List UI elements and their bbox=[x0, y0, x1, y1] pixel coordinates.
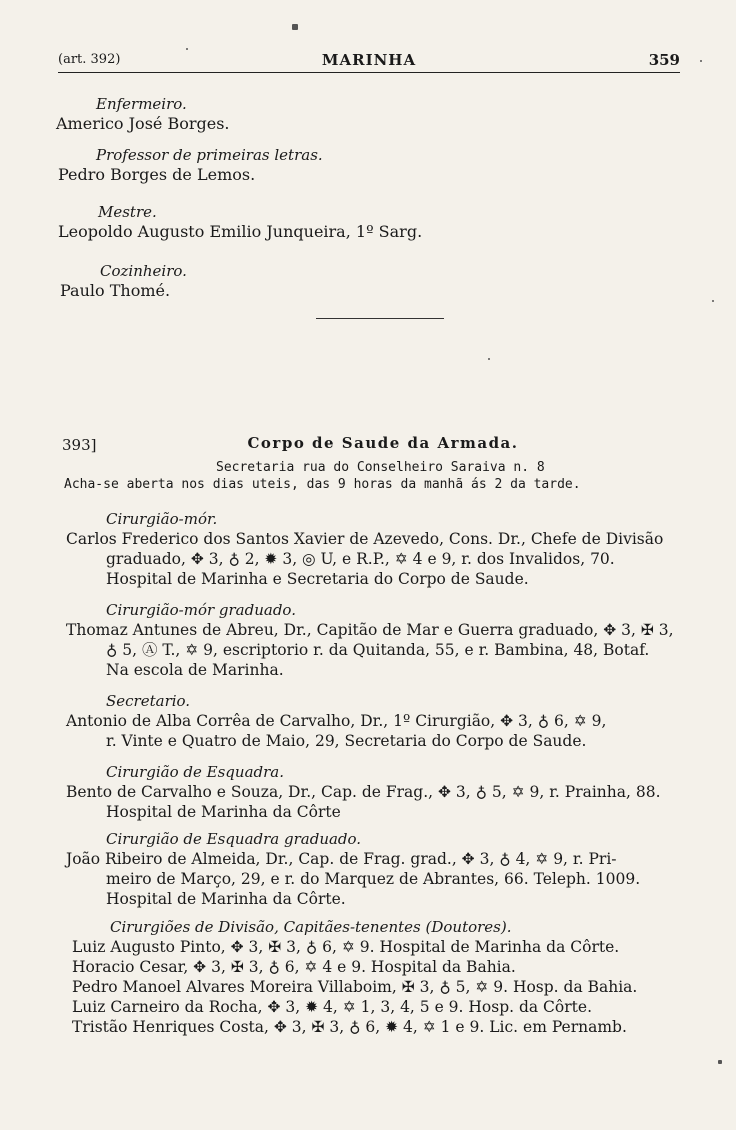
entry-line: Carlos Frederico dos Santos Xavier de Azevedo, Cons. Dr., Chefe de Divisão bbox=[66, 530, 664, 548]
entry-line: João Ribeiro de Almeida, Dr., Cap. de Frag. grad., ✥ 3, ♁ 4, ✡ 9, r. Pri- bbox=[66, 850, 617, 868]
entry-line: Luiz Carneiro da Rocha, ✥ 3, ✹ 4, ✡ 1, 3, 4, 5 e 9. Hosp. da Côrte. bbox=[72, 998, 592, 1016]
scan-speck bbox=[488, 358, 490, 360]
scan-speck bbox=[186, 48, 188, 50]
entry-role-cirurgiao-esquadra: Cirurgião de Esquadra. bbox=[106, 763, 285, 781]
entry-line: Bento de Carvalho e Souza, Dr., Cap. de Frag., ✥ 3, ♁ 5, ✡ 9, r. Prainha, 88. bbox=[66, 783, 661, 801]
staff-name-1: Americo José Borges. bbox=[56, 114, 230, 133]
entry-line: Na escola de Marinha. bbox=[106, 661, 284, 679]
staff-role-4: Cozinheiro. bbox=[100, 262, 187, 280]
entry-role-cirurgioes-divisao: Cirurgiões de Divisão, Capitães-tenentes (Doutores). bbox=[110, 918, 512, 936]
entry-line: Hospital de Marinha e Secretaria do Corpo de Saude. bbox=[106, 570, 529, 588]
article-reference: (art. 392) bbox=[58, 52, 121, 67]
section-divider bbox=[316, 318, 444, 319]
entry-role-cirurgiao-mor: Cirurgião-mór. bbox=[106, 510, 218, 528]
entry-line: graduado, ✥ 3, ♁ 2, ✹ 3, ◎ U, e R.P., ✡ 4 e 9, r. dos Invalidos, 70. bbox=[106, 550, 615, 568]
entry-role-cirurgiao-mor-graduado: Cirurgião-mór graduado. bbox=[106, 601, 296, 619]
scan-speck bbox=[712, 300, 714, 302]
scan-speck bbox=[292, 24, 298, 30]
section-address: Secretaria rua do Conselheiro Saraiva n. 8 bbox=[216, 460, 545, 475]
section-title: Corpo de Saude da Armada. bbox=[247, 434, 519, 452]
section-hours: Acha-se aberta nos dias uteis, das 9 horas da manhã ás 2 da tarde. bbox=[64, 477, 581, 492]
entry-line: Thomaz Antunes de Abreu, Dr., Capitão de Mar e Guerra graduado, ✥ 3, ✠ 3, bbox=[66, 621, 674, 639]
staff-name-2: Pedro Borges de Lemos. bbox=[58, 165, 256, 184]
scan-speck bbox=[700, 60, 702, 62]
entry-line: Pedro Manoel Alvares Moreira Villaboim, ✠ 3, ♁ 5, ✡ 9. Hosp. da Bahia. bbox=[72, 978, 638, 996]
page-number: 359 bbox=[648, 51, 680, 69]
entry-line: ♁ 5, Ⓐ T., ✡ 9, escriptorio r. da Quitanda, 55, e r. Bambina, 48, Botaf. bbox=[106, 641, 650, 659]
scan-speck bbox=[718, 1060, 722, 1064]
staff-role-2: Professor de primeiras letras. bbox=[96, 146, 323, 164]
page-running-title: MARINHA bbox=[321, 51, 417, 69]
entry-line: Antonio de Alba Corrêa de Carvalho, Dr., 1º Cirurgião, ✥ 3, ♁ 6, ✡ 9, bbox=[66, 712, 607, 730]
entry-line: Horacio Cesar, ✥ 3, ✠ 3, ♁ 6, ✡ 4 e 9. Hospital da Bahia. bbox=[72, 958, 516, 976]
staff-role-1: Enfermeiro. bbox=[96, 95, 187, 113]
page-header bbox=[58, 50, 680, 73]
entry-line: meiro de Março, 29, e r. do Marquez de Abrantes, 66. Teleph. 1009. bbox=[106, 870, 641, 888]
staff-name-3: Leopoldo Augusto Emilio Junqueira, 1º Sarg. bbox=[58, 222, 423, 241]
section-number: 393] bbox=[62, 436, 97, 454]
entry-line: Luiz Augusto Pinto, ✥ 3, ✠ 3, ♁ 6, ✡ 9. Hospital de Marinha da Côrte. bbox=[72, 938, 620, 956]
entry-line: Hospital de Marinha da Côrte. bbox=[106, 890, 346, 908]
staff-name-4: Paulo Thomé. bbox=[60, 281, 171, 300]
entry-line: Tristão Henriques Costa, ✥ 3, ✠ 3, ♁ 6, ✹ 4, ✡ 1 e 9. Lic. em Pernamb. bbox=[72, 1018, 627, 1036]
entry-line: Hospital de Marinha da Côrte bbox=[106, 803, 341, 821]
entry-role-cirurgiao-esquadra-graduado: Cirurgião de Esquadra graduado. bbox=[106, 830, 362, 848]
entry-role-secretario: Secretario. bbox=[106, 692, 191, 710]
entry-line: r. Vinte e Quatro de Maio, 29, Secretaria do Corpo de Saude. bbox=[106, 732, 587, 750]
staff-role-3: Mestre. bbox=[98, 203, 157, 221]
